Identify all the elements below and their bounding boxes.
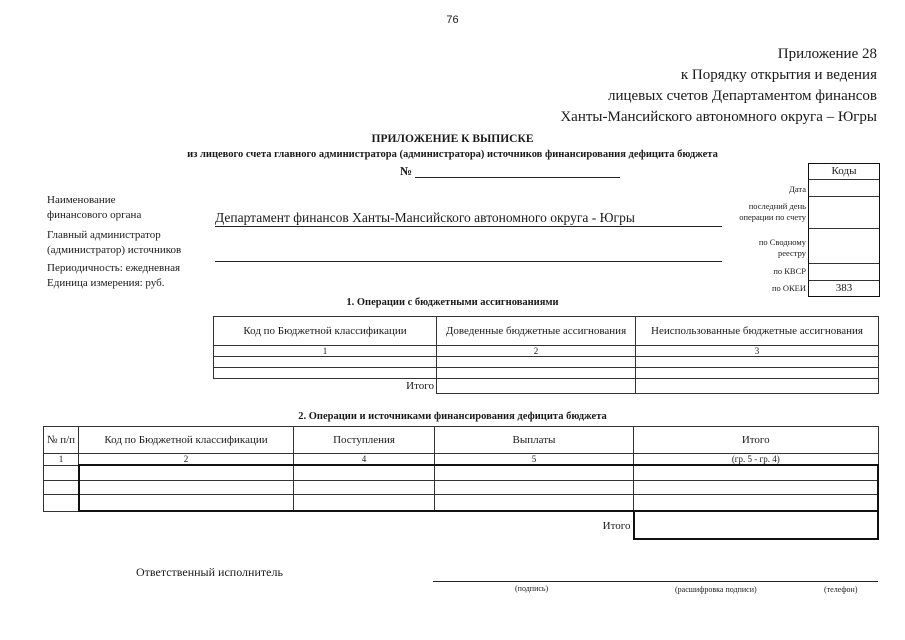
decode-caption: (расшифровка подписи)	[675, 585, 757, 594]
section1-total-label: Итого	[214, 379, 437, 394]
admin-label-line: (администратор) источников	[47, 244, 182, 256]
signature-label: Ответственный исполнитель	[136, 565, 283, 579]
cell[interactable]	[437, 357, 636, 368]
codes-header: Коды	[809, 164, 879, 180]
section2-header: Итого	[634, 427, 879, 454]
section1-header: Код по Бюджетной классификации	[214, 317, 437, 346]
cell[interactable]	[437, 379, 636, 394]
section1-table	[213, 316, 879, 394]
table-row	[44, 465, 879, 480]
cell[interactable]	[79, 480, 294, 494]
cell[interactable]	[435, 465, 634, 480]
cell[interactable]	[636, 368, 879, 379]
table-row	[214, 368, 879, 379]
section1-header: Неиспользованные бюджетные ассигнования	[636, 317, 879, 346]
page-number: 76	[446, 14, 459, 26]
section1-colnum: 1	[214, 346, 437, 357]
appendix-line: Приложение 28	[777, 46, 877, 62]
cell[interactable]	[435, 480, 634, 494]
table-row	[214, 379, 879, 394]
cell[interactable]	[79, 465, 294, 480]
periodicity-label: Периодичность: ежедневная	[47, 262, 181, 274]
appendix-reference	[560, 44, 877, 128]
cell[interactable]	[437, 368, 636, 379]
signature-caption: (подпись)	[515, 584, 549, 593]
last-day-label-line: последний день	[748, 201, 806, 211]
cell[interactable]	[44, 465, 79, 480]
section2-header: Поступления	[294, 427, 435, 454]
section2-header: № п/п	[44, 427, 79, 454]
section1-colnum: 3	[636, 346, 879, 357]
code-date[interactable]	[809, 180, 879, 197]
code-last-day[interactable]	[809, 197, 879, 229]
registry-label-line: реестру	[778, 248, 806, 258]
cell[interactable]	[44, 480, 79, 494]
cell[interactable]	[294, 494, 435, 511]
section2-table	[43, 426, 879, 540]
section1-title: 1. Операции с бюджетными ассигнованиями	[346, 297, 559, 308]
cell[interactable]	[294, 465, 435, 480]
cell[interactable]	[214, 357, 437, 368]
org-label-line: финансового органа	[47, 209, 142, 221]
appendix-line: лицевых счетов Департаментом финансов	[607, 88, 877, 104]
document-title: ПРИЛОЖЕНИЕ К ВЫПИСКЕ	[371, 133, 534, 145]
section2-header: Выплаты	[435, 427, 634, 454]
phone-caption: (телефон)	[824, 585, 858, 594]
section2-colnum: 4	[294, 454, 435, 466]
cell[interactable]	[636, 357, 879, 368]
unit-label: Единица измерения: руб.	[47, 277, 165, 289]
section2-colnum: 5	[435, 454, 634, 466]
section2-colnum: 2	[79, 454, 294, 466]
admin-label	[47, 229, 181, 257]
cell[interactable]	[44, 494, 79, 511]
cell[interactable]	[435, 494, 634, 511]
cell[interactable]	[634, 480, 879, 494]
section2-colnum: (гр. 5 - гр. 4)	[634, 454, 879, 466]
org-label-line: Наименование	[47, 194, 116, 206]
admin-field[interactable]	[215, 261, 722, 262]
last-day-label-line: операции по счету	[739, 212, 806, 222]
admin-label-line: Главный администратор	[47, 229, 161, 241]
org-label	[47, 194, 141, 222]
kvsr-label: по КВСР	[773, 266, 806, 276]
cell[interactable]	[636, 379, 879, 394]
document-subtitle: из лицевого счета главного администратора (администратора) источников финансирования дефицита бюджета	[187, 149, 718, 160]
org-name: Департамент финансов Ханты-Мансийского автономного округа - Югры	[215, 210, 635, 225]
codes-box	[808, 163, 880, 297]
last-day-label	[700, 201, 806, 223]
appendix-line: к Порядку открытия и ведения	[680, 67, 877, 83]
table-row	[44, 480, 879, 494]
section1-header: Доведенные бюджетные ассигнования	[437, 317, 636, 346]
code-okei[interactable]: 383	[835, 282, 853, 294]
cell[interactable]	[294, 480, 435, 494]
signature-line[interactable]	[433, 581, 878, 582]
number-label: №	[400, 164, 413, 178]
registry-label-line: по Сводному	[758, 237, 806, 247]
org-name-underline	[215, 226, 722, 227]
cell[interactable]	[214, 368, 437, 379]
section2-total-label: Итого	[602, 519, 631, 532]
okei-label: по ОКЕИ	[771, 283, 806, 293]
appendix-line: Ханты-Мансийского автономного округа – Югры	[560, 109, 877, 125]
date-label: Дата	[789, 184, 806, 194]
number-field[interactable]	[415, 176, 620, 178]
code-registry[interactable]	[809, 229, 879, 264]
cell[interactable]	[634, 494, 879, 511]
cell[interactable]	[79, 494, 294, 511]
section2-colnum: 1	[44, 454, 79, 466]
table-row	[44, 494, 879, 511]
code-kvsr[interactable]	[809, 264, 879, 281]
section2-title: 2. Операции и источниками финансирования дефицита бюджета	[298, 411, 607, 422]
registry-label	[700, 237, 806, 259]
section2-total-value[interactable]	[634, 511, 879, 539]
cell[interactable]	[634, 465, 879, 480]
section2-header: Код по Бюджетной классификации	[79, 427, 294, 454]
table-row	[214, 357, 879, 368]
section1-colnum: 2	[437, 346, 636, 357]
